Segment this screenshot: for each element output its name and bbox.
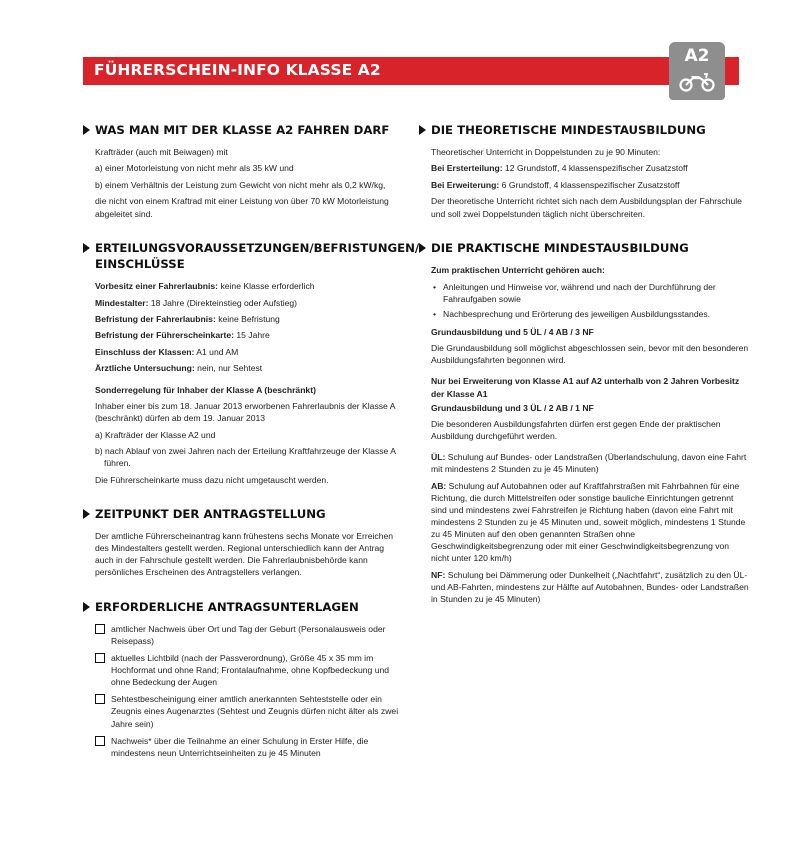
subheading: Sonderregelung für Inhaber der Klasse A (beschränkt) bbox=[95, 384, 316, 395]
paragraph: die nicht von einem Kraftrad mit einer Leistung von über 70 kW Motorleistung abgeleitet sind. bbox=[95, 196, 389, 219]
definition-text: Schulung auf Autobahnen oder auf Kraftfahrstraßen mit Fahrbahnen für eine Richtung, die durch Mittelstreifen oder sonstige bauliche Einrichtungen getrennt sind und mindestens zwei Fahrstreifen je Richtung haben (davon eine Fahrt mit mindestens 2 Stunden zu je 45 Minuten und, soweit möglich, mindestens 1 Stunde zu 45 Minuten auf den oben genannten Straßen ohne Geschwindigkeitsbegrenzung oder mit einer Geschwindigkeitsbegrenzung von nicht unter 120 km/h) bbox=[431, 480, 746, 564]
section-application-time bbox=[83, 506, 403, 578]
list-item: • Nachbesprechung und Erörterung des jeweiligen Ausbildungsstandes. bbox=[431, 308, 749, 320]
definition-ab bbox=[431, 480, 749, 565]
definition-text: Schulung bei Dämmerung oder Dunkelheit („Nachtfahrt“, zusätzlich zu den ÜL- und AB-Fahrten, mindestens zur Hälfte auf Autobahnen, Bundes- oder Landstraßen in Stunden zu je 45 Minuten) bbox=[431, 569, 749, 605]
checkbox[interactable] bbox=[95, 624, 105, 634]
requirement-value: 15 Jahre bbox=[233, 330, 270, 341]
triangle-bullet-icon bbox=[83, 509, 90, 519]
checkbox[interactable] bbox=[95, 694, 105, 704]
subheading: Nur bei Erweiterung von Klasse A1 auf A2 unterhalb von 2 Jahren Vorbesitz der Klasse A1 bbox=[431, 376, 740, 399]
checklist-item bbox=[95, 652, 403, 688]
section-body bbox=[83, 530, 403, 578]
requirement-row bbox=[95, 313, 403, 325]
requirement-label: Befristung der Fahrerlaubnis: bbox=[95, 314, 216, 324]
checkbox[interactable] bbox=[95, 653, 105, 663]
paragraph: Die Führerscheinkarte muss dazu nicht umgetauscht werden. bbox=[95, 474, 329, 485]
subheading: Grundausbildung und 3 ÜL / 2 AB / 1 NF bbox=[431, 402, 594, 413]
section-title bbox=[83, 599, 403, 615]
training-label: Bei Ersterteilung: bbox=[431, 163, 503, 174]
section-body bbox=[83, 623, 403, 759]
paragraph: Krafträder (auch mit Beiwagen) mit bbox=[95, 147, 228, 157]
definition-label: ÜL: bbox=[431, 452, 446, 463]
requirement-row bbox=[95, 297, 403, 309]
training-row bbox=[431, 179, 749, 191]
requirement-label: Einschluss der Klassen: bbox=[95, 346, 195, 357]
requirement-label: Vorbesitz einer Fahrerlaubnis: bbox=[95, 281, 219, 292]
definition-label: NF: bbox=[431, 569, 446, 580]
triangle-bullet-icon bbox=[419, 243, 426, 253]
section-body bbox=[419, 264, 749, 605]
paragraph: a) einer Motorleistung von nicht mehr als 35 kW und bbox=[95, 163, 294, 174]
requirement-label: Mindestalter: bbox=[95, 297, 149, 308]
subheading: Grundausbildung und 5 ÜL / 4 AB / 3 NF bbox=[431, 326, 594, 337]
page-title: FÜHRERSCHEIN-INFO KLASSE A2 bbox=[94, 61, 381, 79]
training-label: Bei Erweiterung: bbox=[431, 179, 500, 190]
requirement-value: keine Klasse erforderlich bbox=[218, 281, 315, 292]
paragraph: Der amtliche Führerscheinantrag kann frühestens sechs Monate vor Erreichen des Mindestalters gestellt werden. Regional unterschiedlich kann der Antrag auch in der Fahrschule gestellt werden. Die Fahrerlaubnisbehörde kann persönliches Erscheinen des Antragstellers verlangen. bbox=[95, 531, 394, 578]
section-title-text: ZEITPUNKT DER ANTRAGSTELLUNG bbox=[95, 507, 326, 522]
document-checklist bbox=[95, 623, 403, 759]
requirement-row bbox=[95, 362, 403, 374]
subheading: Zum praktischen Unterricht gehören auch: bbox=[431, 265, 605, 276]
triangle-bullet-icon bbox=[419, 125, 426, 135]
definition-ul bbox=[431, 451, 749, 475]
section-required-documents bbox=[83, 599, 403, 759]
class-badge bbox=[669, 42, 725, 100]
checklist-item bbox=[95, 623, 403, 647]
requirement-row bbox=[95, 329, 403, 341]
triangle-bullet-icon bbox=[83, 125, 90, 135]
motorcycle-icon bbox=[678, 70, 716, 92]
requirement-value: A1 und AM bbox=[194, 346, 239, 357]
requirement-row bbox=[95, 346, 403, 358]
section-requirements bbox=[83, 240, 420, 486]
triangle-bullet-icon bbox=[83, 243, 90, 253]
triangle-bullet-icon bbox=[83, 602, 90, 612]
section-title bbox=[83, 506, 403, 522]
section-theory-training bbox=[419, 122, 749, 220]
checklist-item bbox=[95, 735, 403, 759]
definition-text: Schulung auf Bundes- oder Landstraßen (Überlandschulung, davon eine Fahrt mit mindestens 2 Stunden zu je 45 Minuten) bbox=[431, 452, 747, 475]
paragraph: Theoretischer Unterricht in Doppelstunden zu je 90 Minuten: bbox=[431, 147, 661, 157]
section-title-text: DIE PRAKTISCHE MINDESTAUSBILDUNG bbox=[431, 241, 689, 256]
badge-label: A2 bbox=[684, 46, 710, 66]
definition-label: AB: bbox=[431, 480, 447, 491]
checklist-item-text: Nachweis* über die Teilnahme an einer Schulung in Erster Hilfe, die mindestens neun Unterrichtseinheiten zu je 45 Minuten bbox=[111, 735, 369, 758]
checkbox[interactable] bbox=[95, 736, 105, 746]
left-column bbox=[83, 122, 420, 764]
right-column bbox=[419, 122, 749, 610]
checklist-item bbox=[95, 693, 403, 729]
section-title bbox=[419, 240, 749, 256]
list-item: • Anleitungen und Hinweise vor, während und nach der Durchführung der Fahraufgaben sowie bbox=[431, 281, 749, 305]
training-value: 12 Grundstoff, 4 klassenspezifischer Zusatzstoff bbox=[502, 163, 688, 174]
section-body bbox=[419, 146, 749, 220]
checklist-item-text: aktuelles Lichtbild (nach der Passverordnung), Größe 45 x 35 mm im Hochformat und ohne Rand; Frontalaufnahme, ohne Kopfbedeckung und ohne Bedeckung der Augen bbox=[111, 653, 390, 688]
requirement-label: Ärztliche Untersuchung: bbox=[95, 363, 195, 374]
paragraph: b) nach Ablauf von zwei Jahren nach der Erteilung Kraftfahrzeuge der Klasse A führen. bbox=[95, 446, 396, 469]
paragraph: b) einem Verhältnis der Leistung zum Gewicht von nicht mehr als 0,2 kW/kg, bbox=[95, 179, 386, 190]
paragraph: Der theoretische Unterricht richtet sich nach dem Ausbildungsplan der Fahrschule und soll zwei Doppelstunden täglich nicht überschreiten. bbox=[431, 196, 742, 219]
paragraph: Inhaber einer bis zum 18. Januar 2013 erworbenen Fahrerlaubnis der Klasse A (beschränkt) dürfen ab dem 19. Januar 2013 bbox=[95, 401, 396, 424]
section-title bbox=[83, 240, 420, 272]
bullet-list bbox=[431, 281, 749, 320]
training-value: 6 Grundstoff, 4 klassenspezifischer Zusatzstoff bbox=[499, 179, 680, 190]
section-practical-training bbox=[419, 240, 749, 605]
requirement-value: keine Befristung bbox=[215, 314, 280, 324]
paragraph: a) Krafträder der Klasse A2 und bbox=[95, 429, 216, 440]
section-title-text: DIE THEORETISCHE MINDESTAUSBILDUNG bbox=[431, 123, 706, 137]
section-title-text: ERFORDERLICHE ANTRAGSUNTERLAGEN bbox=[95, 599, 359, 614]
paragraph: Die Grundausbildung soll möglichst abgeschlossen sein, bevor mit den besonderen Ausbildungsfahrten begonnen wird. bbox=[431, 343, 749, 366]
checklist-item-text: amtlicher Nachweis über Ort und Tag der Geburt (Personalausweis oder Reisepass) bbox=[111, 623, 386, 647]
section-body bbox=[83, 280, 403, 486]
section-title bbox=[83, 122, 403, 138]
section-title bbox=[419, 122, 749, 138]
section-allowed-vehicles bbox=[83, 122, 403, 220]
definition-nf bbox=[431, 569, 749, 605]
checklist-item-text: Sehtestbescheinigung einer amtlich anerkannten Sehteststelle oder ein Zeugnis eines Augenarztes (Sehtest und Zeugnis dürfen nicht älter als zwei Jahre sein) bbox=[111, 694, 399, 729]
requirement-value: 18 Jahre (Direkteinstieg oder Aufstieg) bbox=[148, 297, 298, 308]
training-row bbox=[431, 162, 749, 174]
requirement-value: nein, nur Sehtest bbox=[194, 363, 263, 374]
requirement-row bbox=[95, 280, 403, 292]
section-title-text: WAS MAN MIT DER KLASSE A2 FAHREN DARF bbox=[95, 123, 390, 137]
section-body bbox=[83, 146, 403, 220]
requirement-label: Befristung der Führerscheinkarte: bbox=[95, 330, 234, 341]
paragraph: Die besonderen Ausbildungsfahrten dürfen erst gegen Ende der praktischen Ausbildung durchgeführt werden. bbox=[431, 419, 721, 442]
section-title-text: ERTEILUNGSVORAUSSETZUNGEN/BEFRISTUNGEN/ EINSCHLÜSSE bbox=[95, 241, 420, 272]
